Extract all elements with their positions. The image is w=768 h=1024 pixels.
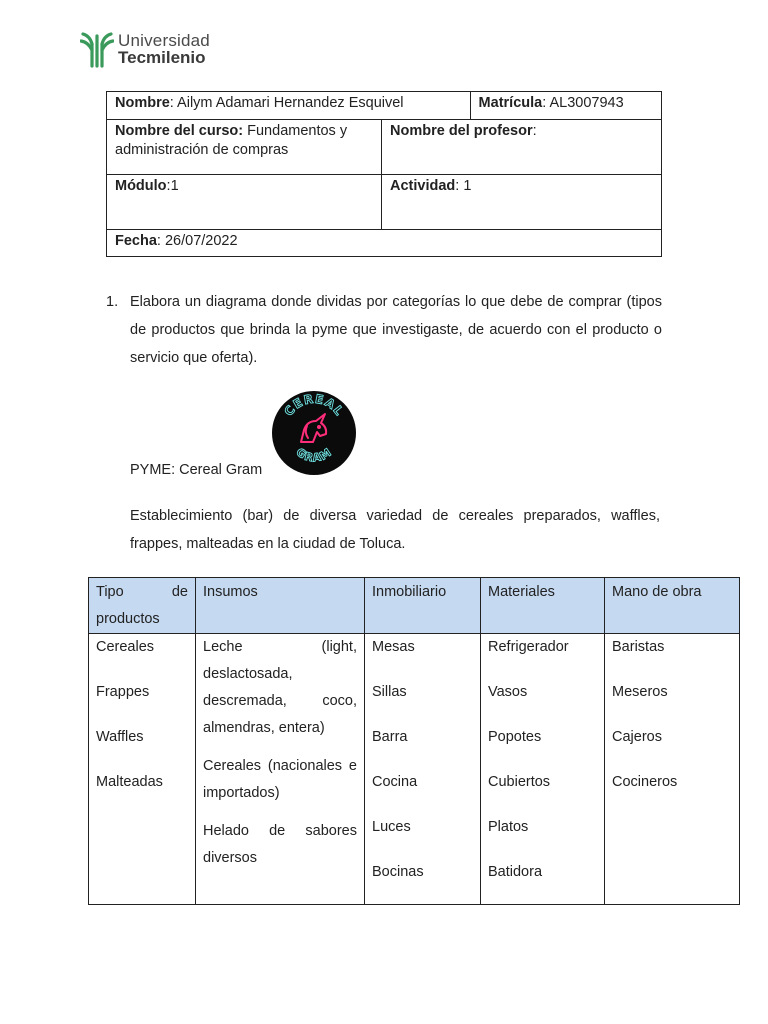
inmobiliario-item: Sillas <box>372 684 407 700</box>
insumo-item: Leche (light, deslactosada, descremada, coco, almendras, entera) <box>203 639 357 736</box>
logo-line1: Universidad <box>118 31 210 50</box>
inmobiliario-item: Bocinas <box>372 864 424 880</box>
mano-de-obra-item: Cajeros <box>612 729 662 745</box>
question-item <box>106 288 662 372</box>
tecmilenio-leaf-icon <box>80 30 114 68</box>
inmobiliario-item: Mesas <box>372 639 415 655</box>
question-number: 1. <box>106 294 119 310</box>
mano-de-obra-item: Baristas <box>612 639 665 655</box>
matricula-cell <box>470 92 661 120</box>
nombre-value: : Ailym Adamari Hernandez Esquivel <box>169 95 404 111</box>
mano-de-obra-item: Meseros <box>612 684 668 700</box>
profesor-value: : <box>532 123 537 139</box>
inmobiliario-item: Cocina <box>372 774 418 790</box>
inmobiliario-column <box>365 634 481 905</box>
nombre-label: Nombre <box>115 95 170 111</box>
header-inmobiliario: Inmobiliario <box>365 578 481 634</box>
mano-de-obra-item: Cocineros <box>612 774 678 790</box>
modulo-value: :1 <box>166 178 179 194</box>
material-item: Cubiertos <box>488 774 551 790</box>
logo-line2: Tecmilenio <box>118 48 206 67</box>
insumos-column <box>196 634 365 905</box>
materiales-column <box>481 634 605 905</box>
material-item: Refrigerador <box>488 639 569 655</box>
actividad-cell <box>382 175 662 230</box>
pyme-description: Establecimiento (bar) de diversa variedad de cereales preparados, waffles, frappes, malteadas en la ciudad de Toluca. <box>130 508 660 552</box>
header-tipo-word3: productos <box>96 611 160 627</box>
fecha-label: Fecha <box>115 233 157 249</box>
header-tipo-word2: de <box>171 584 188 600</box>
matricula-label: Matrícula <box>478 95 543 111</box>
header-insumos: Insumos <box>196 578 365 634</box>
pyme-label: PYME: Cereal Gram <box>130 462 263 478</box>
categories-table <box>88 577 740 905</box>
profesor-label: Nombre del profesor <box>390 123 533 139</box>
actividad-value: : 1 <box>455 178 472 194</box>
header-tipo-word1: Tipo <box>96 584 124 600</box>
tipo-item: Cereales <box>96 639 155 655</box>
curso-label: Nombre del curso: <box>115 123 244 139</box>
material-item: Popotes <box>488 729 542 745</box>
insumo-item: Cereales (nacionales e importados) <box>203 758 357 801</box>
actividad-label: Actividad <box>390 178 456 194</box>
student-info-table <box>106 91 662 257</box>
tipo-column <box>89 634 196 905</box>
tipo-item: Frappes <box>96 684 150 700</box>
mano-de-obra-column <box>605 634 740 905</box>
fecha-value: : 26/07/2022 <box>156 233 238 249</box>
cereal-logo-top-text: CEREAL <box>281 391 347 419</box>
modulo-cell <box>107 175 382 230</box>
header-mano-de-obra: Mano de obra <box>605 578 740 634</box>
profesor-cell <box>382 120 662 175</box>
header-tipo-productos <box>89 578 196 634</box>
cereal-logo-bottom-text: GRAM <box>293 445 335 465</box>
header-materiales: Materiales <box>481 578 605 634</box>
curso-cell <box>107 120 382 175</box>
matricula-value: : AL3007943 <box>542 95 624 111</box>
insumo-item: Helado de sabores diversos <box>203 823 357 866</box>
fecha-cell <box>107 230 662 257</box>
nombre-cell <box>107 92 471 120</box>
university-logo <box>80 30 210 68</box>
material-item: Batidora <box>488 864 543 880</box>
curso-value: Fundamentos y administración de compras <box>115 123 348 158</box>
material-item: Vasos <box>488 684 528 700</box>
question-text: Elabora un diagrama donde dividas por categorías lo que debe de comprar (tipos de productos que brinda la pyme que investigaste, de acuerdo con el producto o servicio que oferta). <box>130 294 662 366</box>
tipo-item: Malteadas <box>96 774 163 790</box>
modulo-label: Módulo <box>115 178 167 194</box>
cereal-gram-logo <box>271 390 357 476</box>
tipo-item: Waffles <box>96 729 144 745</box>
inmobiliario-item: Luces <box>372 819 411 835</box>
material-item: Platos <box>488 819 529 835</box>
inmobiliario-item: Barra <box>372 729 408 745</box>
